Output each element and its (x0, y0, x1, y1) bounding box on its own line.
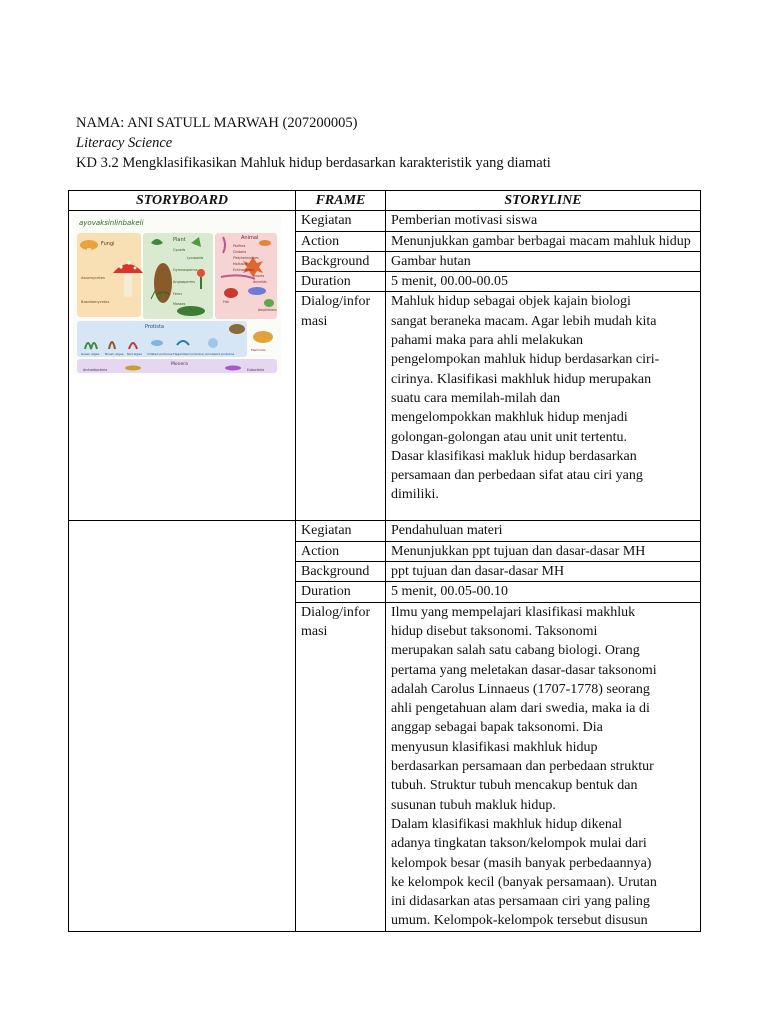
fungi-label: Fungi (101, 241, 115, 248)
frame-cell: Kegiatan (296, 521, 386, 541)
table-header-row (69, 191, 701, 211)
svg-text:Angiosperms: Angiosperms (173, 280, 196, 285)
animal-label: Animal (241, 235, 259, 242)
pinecone-icon (154, 263, 172, 303)
frame-cell: Action (296, 231, 386, 251)
classification-illustration (73, 215, 281, 375)
header-storyboard: STORYBOARD (69, 191, 296, 211)
table-row (69, 521, 701, 541)
svg-text:Mollusca: Mollusca (233, 262, 247, 267)
archaebacteria-icon (125, 366, 141, 371)
classification-figure (73, 215, 281, 375)
svg-text:Mosses: Mosses (173, 302, 186, 307)
snail-icon (259, 240, 271, 246)
svg-text:Amphibians: Amphibians (258, 308, 277, 313)
storyline-cell: Pendahuluan materi (386, 521, 701, 541)
moss-icon (177, 306, 205, 316)
frame-cell-dialog: Dialog/infor masi (296, 292, 386, 521)
svg-text:Cycads: Cycads (173, 248, 186, 253)
plant-label: Plant (173, 237, 186, 244)
storyboard-cell-1 (69, 211, 296, 521)
dialog-text-cell (386, 292, 701, 521)
eubacteria-icon (225, 366, 241, 371)
svg-text:Amoeboid protozoa: Amoeboid protozoa (205, 352, 235, 357)
flower-icon (197, 269, 205, 277)
crab-icon (224, 288, 238, 298)
svg-text:Fish: Fish (223, 300, 230, 305)
storyline-cell: Menunjukkan ppt tujuan dan dasar-dasar MH (386, 541, 701, 561)
svg-text:Platyhelminthes: Platyhelminthes (233, 256, 259, 261)
svg-text:Gymnosperms: Gymnosperms (173, 268, 198, 273)
svg-text:Mammals: Mammals (251, 348, 266, 353)
storyboard-cell-2 (69, 521, 296, 931)
storyline-cell: Gambar hutan (386, 251, 701, 271)
table-row (69, 211, 701, 231)
mushroom-stem-icon (87, 248, 91, 258)
svg-text:Ferns: Ferns (173, 292, 183, 297)
reptile-icon (229, 324, 245, 334)
storyline-cell: 5 menit, 00.05-00.10 (386, 582, 701, 602)
svg-text:Porifera: Porifera (233, 244, 246, 249)
frame-cell: Action (296, 541, 386, 561)
frame-cell: Background (296, 251, 386, 271)
subject-line: Literacy Science (76, 135, 173, 151)
storyline-cell: ppt tujuan dan dasar-dasar MH (386, 562, 701, 582)
kd-line: KD 3.2 Mengklasifikasikan Mahluk hidup berdasarkan karakteristik yang diamati (76, 155, 551, 171)
svg-text:Eubacteria: Eubacteria (247, 368, 265, 373)
svg-text:Cnidaria: Cnidaria (233, 250, 247, 255)
fish-icon (248, 287, 266, 295)
ciliate-icon (151, 340, 163, 346)
storyline-cell: Menunjukkan gambar berbagai macam mahluk hidup (386, 231, 701, 251)
svg-text:Echinoderms: Echinoderms (233, 268, 254, 273)
logo-text: ayovaksinlinbakeli (79, 219, 144, 228)
svg-text:Annelids: Annelids (253, 280, 267, 285)
header-storyline: STORYLINE (386, 191, 701, 211)
svg-text:Ascomycetes: Ascomycetes (81, 276, 105, 281)
frame-cell: Duration (296, 272, 386, 292)
storyline-cell: Pemberian motivasi siswa (386, 211, 701, 231)
frame-cell: Duration (296, 582, 386, 602)
frame-cell-dialog: Dialog/infor masi (296, 602, 386, 931)
mammal-icon (253, 331, 273, 343)
header-frame: FRAME (296, 191, 386, 211)
storyline-cell: 5 menit, 00.00-00.05 (386, 272, 701, 292)
svg-text:Flagellated protozoa: Flagellated protozoa (173, 352, 204, 357)
dialog-text-cell (386, 602, 701, 931)
student-name-line: NAMA: ANI SATULL MARWAH (207200005) (76, 115, 358, 131)
svg-text:Insects: Insects (253, 274, 265, 279)
svg-text:Brown algae: Brown algae (105, 352, 124, 357)
document-header (76, 113, 551, 173)
svg-text:Red algae: Red algae (127, 352, 142, 357)
svg-text:Ciliated protozoa: Ciliated protozoa (147, 352, 173, 357)
frame-cell: Background (296, 562, 386, 582)
protista-label: Protista (145, 324, 164, 331)
storyboard-table (68, 190, 701, 932)
svg-text:Basidiomycetes: Basidiomycetes (81, 300, 110, 305)
monera-label: Monera (171, 362, 188, 368)
svg-text:Green algae: Green algae (81, 352, 100, 357)
dialog-text: Ilmu yang mempelajari klasifikasi makhluk hidup disebut taksonomi. Taksonomi merupakan salah satu cabang biologi. Orang pertama yang meletakan dasar-dasar taksonomi adalah Carolus Linnaeus (1707-1778) seorang ahli pengetahuan alam dari swedia, maka ia di anggap sebagai bapak taksonomi. Dia menyusun klasifikasi makhluk hidup berdasarkan persamaan dan perbedaan struktur tubuh. Struktur tubuh mencakup bentuk dan susunan tubuh makluk hidup. Dalam klasifikasi makhluk hidup dikenal adanya tingkatan takson/kelompok mulai dari kelompok besar (masih banyak perbedaannya) ke kelompok kecil (banyak persamaan). Urutan ini didasarkan atas persamaan ciri yang paling umum. Kelompok-kelompok tersebut disusun (391, 604, 657, 929)
frame-cell: Kegiatan (296, 211, 386, 231)
svg-text:Archaebacteria: Archaebacteria (83, 368, 108, 373)
amoeba-icon (208, 338, 218, 348)
svg-text:Lycopsids: Lycopsids (187, 256, 204, 261)
dialog-text: Mahluk hidup sebagai objek kajain biologi sangat beraneka macam. Agar lebih mudah kita pahami maka para ahli melakukan pengelompokan mahluk hidup berdasarkan ciri- cirinya. Klasifikasi makhluk hidup merupakan suatu cara memilah-milah dan mengelompokkan makhluk hidup menjadi golongan-golongan atau unit unit tertentu. Dasar klasifikasi makluk hidup berdasarkan persamaan dan perbedaan sifat atau ciri yang dimiliki. (391, 294, 660, 503)
frog-icon (264, 299, 274, 307)
toadstool-stem-icon (124, 273, 132, 297)
